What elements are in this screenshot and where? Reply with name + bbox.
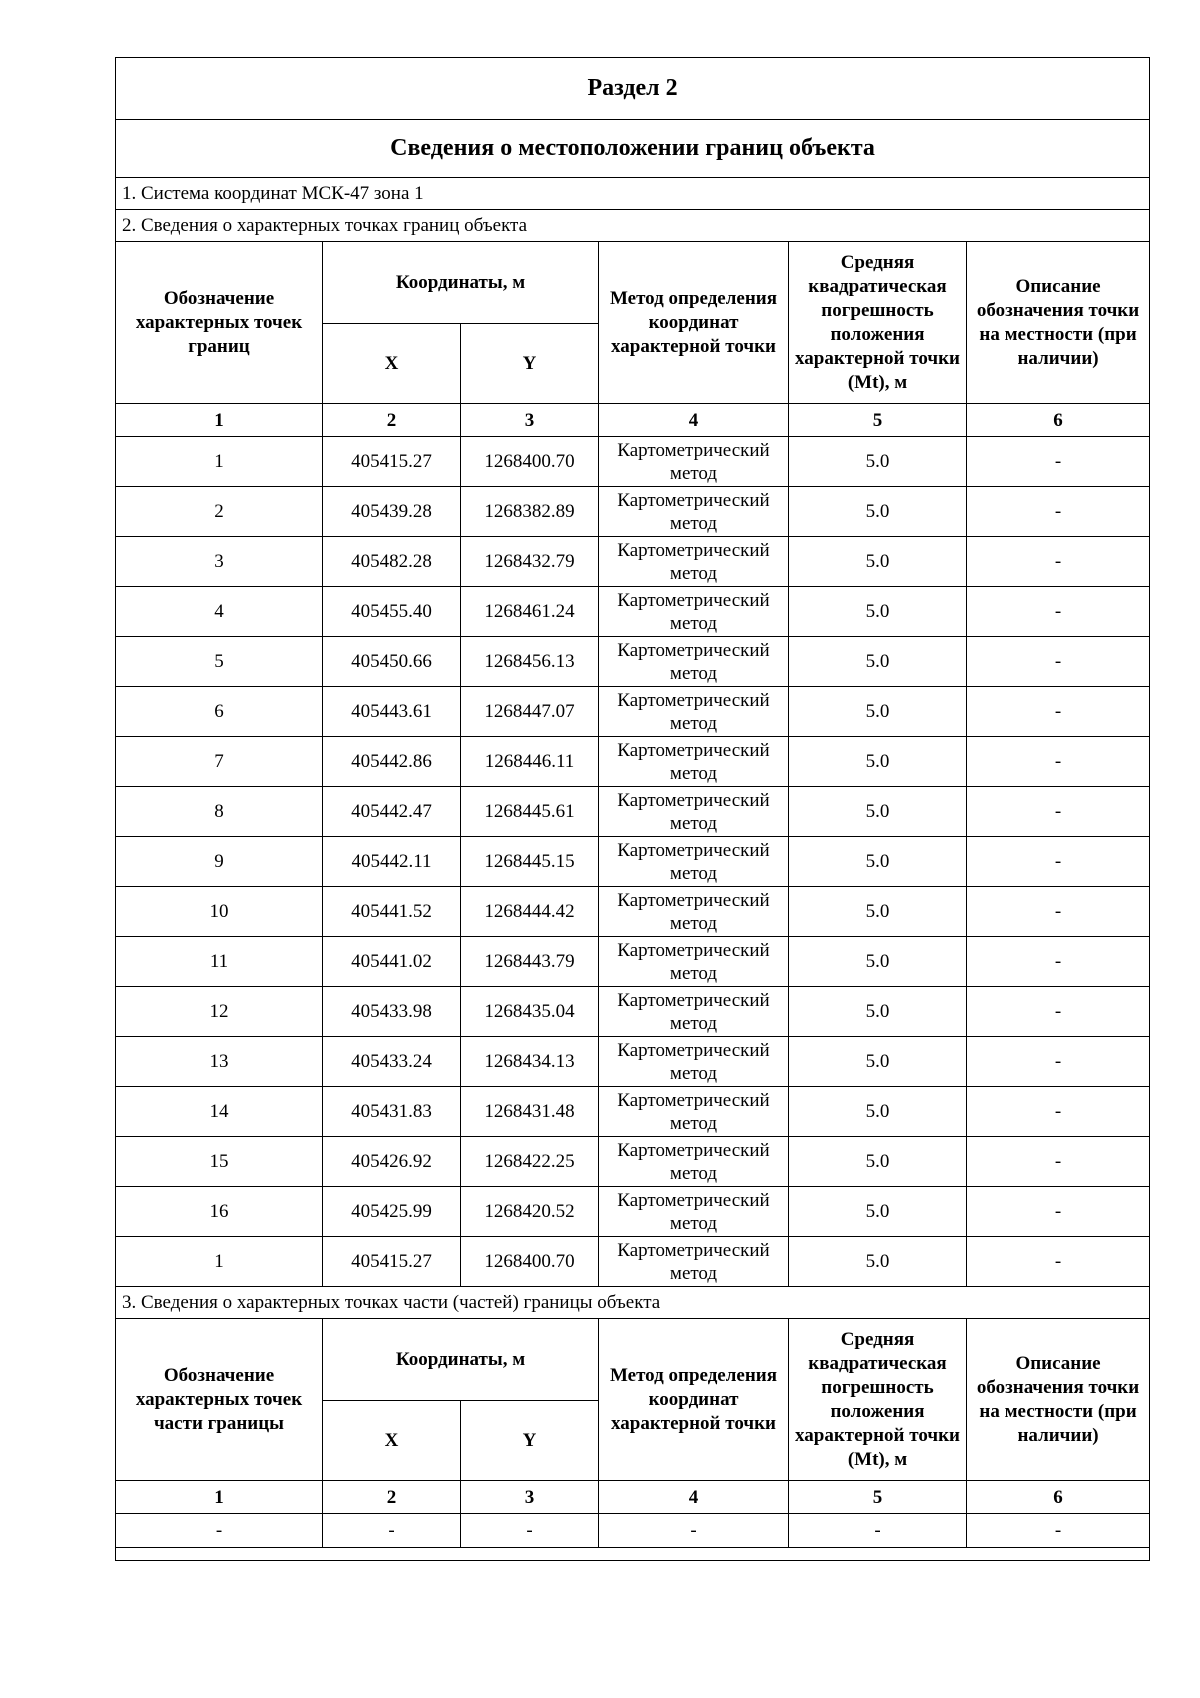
- point-cell: 1: [116, 1237, 323, 1287]
- header-method: Метод определения координат характерной точки: [599, 1319, 789, 1481]
- point-cell: 1: [116, 437, 323, 487]
- coord-system-line: 1. Система координат МСК-47 зона 1: [116, 178, 1150, 210]
- accuracy-cell: 5.0: [789, 987, 967, 1037]
- point-cell: 6: [116, 687, 323, 737]
- table-row: [116, 537, 1150, 587]
- y-cell: 1268400.70: [461, 1237, 599, 1287]
- y-cell: 1268461.24: [461, 587, 599, 637]
- point-cell: 9: [116, 837, 323, 887]
- accuracy-cell: 5.0: [789, 1137, 967, 1187]
- method-cell: Картометрический метод: [599, 637, 789, 687]
- y-cell: 1268443.79: [461, 937, 599, 987]
- description-cell: -: [967, 837, 1150, 887]
- x-cell: 405441.52: [323, 887, 461, 937]
- header-part-point-designation: Обозначение характерных точек части границы: [116, 1319, 323, 1481]
- table-row: [116, 737, 1150, 787]
- header-method: Метод определения координат характерной точки: [599, 242, 789, 404]
- table-row: [116, 687, 1150, 737]
- y-cell: 1268420.52: [461, 1187, 599, 1237]
- column-number: 6: [967, 1481, 1150, 1514]
- part2-heading: 2. Сведения о характерных точках границ объекта: [116, 210, 1150, 242]
- description-cell: -: [967, 987, 1150, 1037]
- point-cell: 16: [116, 1187, 323, 1237]
- accuracy-cell: 5.0: [789, 537, 967, 587]
- header-accuracy: Средняя квадратическая погрешность положения характерной точки (Mt), м: [789, 1319, 967, 1481]
- column-number: 1: [116, 404, 323, 437]
- x-cell: 405443.61: [323, 687, 461, 737]
- y-cell: 1268446.11: [461, 737, 599, 787]
- column-number: 1: [116, 1481, 323, 1514]
- x-cell: 405442.11: [323, 837, 461, 887]
- table-cell: -: [323, 1514, 461, 1548]
- column-number: 2: [323, 404, 461, 437]
- description-cell: -: [967, 1237, 1150, 1287]
- method-cell: Картометрический метод: [599, 537, 789, 587]
- accuracy-cell: 5.0: [789, 487, 967, 537]
- point-cell: 11: [116, 937, 323, 987]
- y-cell: 1268444.42: [461, 887, 599, 937]
- table-row: [116, 787, 1150, 837]
- x-cell: 405441.02: [323, 937, 461, 987]
- y-cell: 1268400.70: [461, 437, 599, 487]
- column-number: 3: [461, 404, 599, 437]
- method-cell: Картометрический метод: [599, 737, 789, 787]
- method-cell: Картометрический метод: [599, 437, 789, 487]
- method-cell: Картометрический метод: [599, 1137, 789, 1187]
- accuracy-cell: 5.0: [789, 1037, 967, 1087]
- document-frame: [115, 57, 1149, 1561]
- spacer-cell: [116, 1548, 1150, 1561]
- header-y: Y: [461, 324, 599, 404]
- accuracy-cell: 5.0: [789, 787, 967, 837]
- method-cell: Картометрический метод: [599, 787, 789, 837]
- table-row: [116, 1137, 1150, 1187]
- part3-heading: 3. Сведения о характерных точках части (частей) границы объекта: [116, 1287, 1150, 1319]
- description-cell: -: [967, 437, 1150, 487]
- point-cell: 3: [116, 537, 323, 587]
- description-cell: -: [967, 1137, 1150, 1187]
- method-cell: Картометрический метод: [599, 587, 789, 637]
- point-cell: 14: [116, 1087, 323, 1137]
- description-cell: -: [967, 1037, 1150, 1087]
- table-row: [116, 1187, 1150, 1237]
- x-cell: 405415.27: [323, 1237, 461, 1287]
- accuracy-cell: 5.0: [789, 837, 967, 887]
- description-cell: -: [967, 1087, 1150, 1137]
- table-cell: -: [116, 1514, 323, 1548]
- description-cell: -: [967, 887, 1150, 937]
- point-cell: 2: [116, 487, 323, 537]
- table-cell: -: [967, 1514, 1150, 1548]
- table-row: [116, 987, 1150, 1037]
- column-number: 5: [789, 1481, 967, 1514]
- point-cell: 15: [116, 1137, 323, 1187]
- column-number: 4: [599, 404, 789, 437]
- column-number: 3: [461, 1481, 599, 1514]
- column-number: 5: [789, 404, 967, 437]
- x-cell: 405426.92: [323, 1137, 461, 1187]
- description-cell: -: [967, 487, 1150, 537]
- table-cell: -: [789, 1514, 967, 1548]
- method-cell: Картометрический метод: [599, 837, 789, 887]
- method-cell: Картометрический метод: [599, 1037, 789, 1087]
- y-cell: 1268445.15: [461, 837, 599, 887]
- header-description: Описание обозначения точки на местности (при наличии): [967, 242, 1150, 404]
- table-cell: -: [599, 1514, 789, 1548]
- part3-empty-row: [116, 1514, 1150, 1548]
- method-cell: Картометрический метод: [599, 987, 789, 1037]
- method-cell: Картометрический метод: [599, 1087, 789, 1137]
- section-title: Раздел 2: [116, 58, 1150, 120]
- header-point-designation: Обозначение характерных точек границ: [116, 242, 323, 404]
- x-cell: 405450.66: [323, 637, 461, 687]
- column-numbers-row: [116, 404, 1150, 437]
- point-cell: 8: [116, 787, 323, 837]
- accuracy-cell: 5.0: [789, 587, 967, 637]
- accuracy-cell: 5.0: [789, 887, 967, 937]
- description-cell: -: [967, 637, 1150, 687]
- description-cell: -: [967, 687, 1150, 737]
- header-coordinates: Координаты, м: [323, 1319, 599, 1401]
- header-x: X: [323, 324, 461, 404]
- x-cell: 405442.47: [323, 787, 461, 837]
- y-cell: 1268434.13: [461, 1037, 599, 1087]
- table-row: [116, 837, 1150, 887]
- column-numbers-row: [116, 1481, 1150, 1514]
- table-row: [116, 937, 1150, 987]
- accuracy-cell: 5.0: [789, 1187, 967, 1237]
- header-description: Описание обозначения точки на местности (при наличии): [967, 1319, 1150, 1481]
- x-cell: 405455.40: [323, 587, 461, 637]
- accuracy-cell: 5.0: [789, 1087, 967, 1137]
- method-cell: Картометрический метод: [599, 687, 789, 737]
- x-cell: 405415.27: [323, 437, 461, 487]
- section-subtitle: Сведения о местоположении границ объекта: [116, 120, 1150, 178]
- y-cell: 1268382.89: [461, 487, 599, 537]
- x-cell: 405433.98: [323, 987, 461, 1037]
- header-accuracy: Средняя квадратическая погрешность положения характерной точки (Mt), м: [789, 242, 967, 404]
- y-cell: 1268445.61: [461, 787, 599, 837]
- column-number: 4: [599, 1481, 789, 1514]
- header-y: Y: [461, 1401, 599, 1481]
- x-cell: 405425.99: [323, 1187, 461, 1237]
- table-row: [116, 487, 1150, 537]
- description-cell: -: [967, 737, 1150, 787]
- accuracy-cell: 5.0: [789, 687, 967, 737]
- method-cell: Картометрический метод: [599, 887, 789, 937]
- y-cell: 1268431.48: [461, 1087, 599, 1137]
- column-number: 6: [967, 404, 1150, 437]
- accuracy-cell: 5.0: [789, 1237, 967, 1287]
- y-cell: 1268432.79: [461, 537, 599, 587]
- table-row: [116, 587, 1150, 637]
- point-cell: 13: [116, 1037, 323, 1087]
- x-cell: 405439.28: [323, 487, 461, 537]
- y-cell: 1268422.25: [461, 1137, 599, 1187]
- description-cell: -: [967, 787, 1150, 837]
- x-cell: 405482.28: [323, 537, 461, 587]
- accuracy-cell: 5.0: [789, 937, 967, 987]
- description-cell: -: [967, 537, 1150, 587]
- table-cell: -: [461, 1514, 599, 1548]
- table-row: [116, 1037, 1150, 1087]
- table-row: [116, 637, 1150, 687]
- point-cell: 5: [116, 637, 323, 687]
- description-cell: -: [967, 937, 1150, 987]
- table-row: [116, 1087, 1150, 1137]
- description-cell: -: [967, 1187, 1150, 1237]
- table-footer-spacer: [116, 1548, 1150, 1561]
- point-cell: 10: [116, 887, 323, 937]
- method-cell: Картометрический метод: [599, 487, 789, 537]
- table-row: [116, 437, 1150, 487]
- table-row: [116, 887, 1150, 937]
- x-cell: 405442.86: [323, 737, 461, 787]
- accuracy-cell: 5.0: [789, 737, 967, 787]
- method-cell: Картометрический метод: [599, 1187, 789, 1237]
- header-x: X: [323, 1401, 461, 1481]
- y-cell: 1268456.13: [461, 637, 599, 687]
- table-row: [116, 1237, 1150, 1287]
- point-cell: 4: [116, 587, 323, 637]
- x-cell: 405433.24: [323, 1037, 461, 1087]
- y-cell: 1268435.04: [461, 987, 599, 1037]
- description-cell: -: [967, 587, 1150, 637]
- header-coordinates: Координаты, м: [323, 242, 599, 324]
- point-cell: 12: [116, 987, 323, 1037]
- accuracy-cell: 5.0: [789, 437, 967, 487]
- point-cell: 7: [116, 737, 323, 787]
- method-cell: Картометрический метод: [599, 1237, 789, 1287]
- section-2-table: [115, 57, 1150, 1561]
- column-number: 2: [323, 1481, 461, 1514]
- accuracy-cell: 5.0: [789, 637, 967, 687]
- y-cell: 1268447.07: [461, 687, 599, 737]
- method-cell: Картометрический метод: [599, 937, 789, 987]
- x-cell: 405431.83: [323, 1087, 461, 1137]
